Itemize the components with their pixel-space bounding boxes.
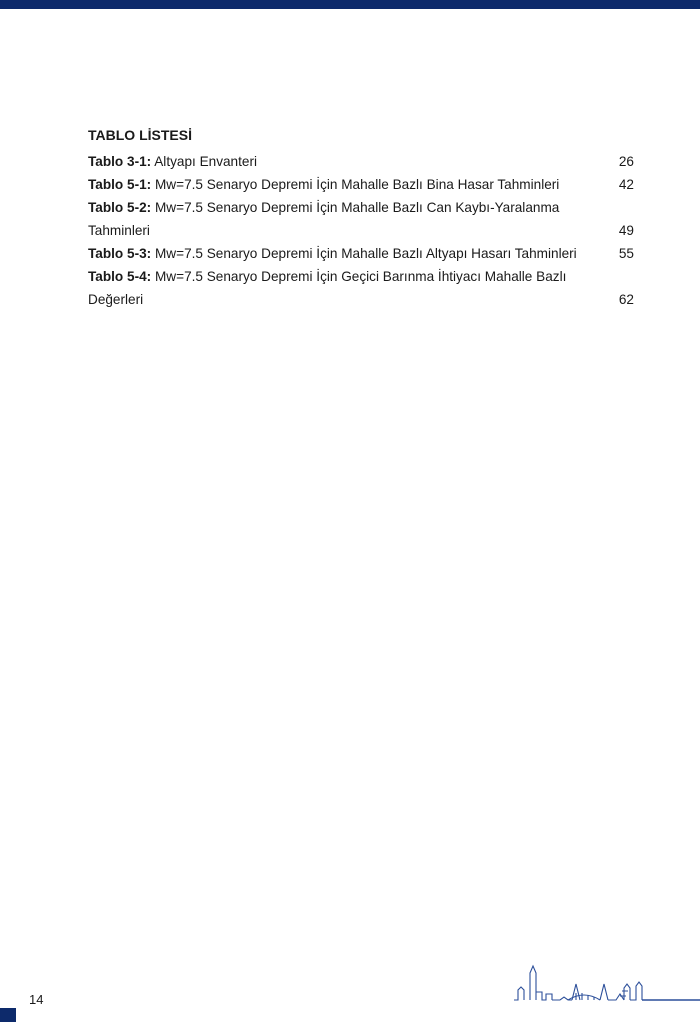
table-list [88, 126, 634, 311]
toc-entry-label: Tablo 5-4: [88, 269, 152, 284]
toc-entry-label: Tablo 5-1: [88, 177, 152, 192]
istanbul-skyline-logo [512, 964, 700, 1009]
toc-entry[interactable] [88, 173, 634, 196]
table-list-title: TABLO LİSTESİ [88, 127, 192, 143]
toc-entry-page: 55 [618, 246, 634, 261]
toc-entry-text: Mw=7.5 Senaryo Depremi İçin Geçici Barınma İhtiyacı Mahalle Bazlı [154, 269, 567, 284]
page-number: 14 [29, 992, 44, 1007]
toc-entry-page: 26 [618, 154, 634, 169]
toc-entry-label: Tablo 3-1: [88, 154, 152, 169]
toc-entry-page: 42 [618, 177, 634, 192]
toc-entry-continuation: Tahminleri [88, 223, 150, 238]
toc-entry-text: Altyapı Envanteri [154, 154, 257, 169]
toc-entry-text: Mw=7.5 Senaryo Depremi İçin Mahalle Bazlı Altyapı Hasarı Tahminleri [154, 246, 577, 261]
toc-entry[interactable] [88, 150, 634, 173]
top-color-bar [0, 0, 700, 9]
toc-entry[interactable] [88, 265, 634, 311]
toc-entry-continuation: Değerleri [88, 292, 144, 307]
toc-entry-text: Mw=7.5 Senaryo Depremi İçin Mahalle Bazlı Can Kaybı-Yaralanma [154, 200, 560, 215]
toc-entry[interactable] [88, 242, 634, 265]
toc-entry-page: 62 [618, 292, 634, 307]
toc-entry-label: Tablo 5-2: [88, 200, 152, 215]
toc-entry-label: Tablo 5-3: [88, 246, 152, 261]
toc-entry[interactable] [88, 196, 634, 242]
toc-entry-page: 49 [618, 223, 634, 238]
toc-entry-text: Mw=7.5 Senaryo Depremi İçin Mahalle Bazlı Bina Hasar Tahminleri [154, 177, 560, 192]
corner-color-block [0, 1008, 16, 1022]
